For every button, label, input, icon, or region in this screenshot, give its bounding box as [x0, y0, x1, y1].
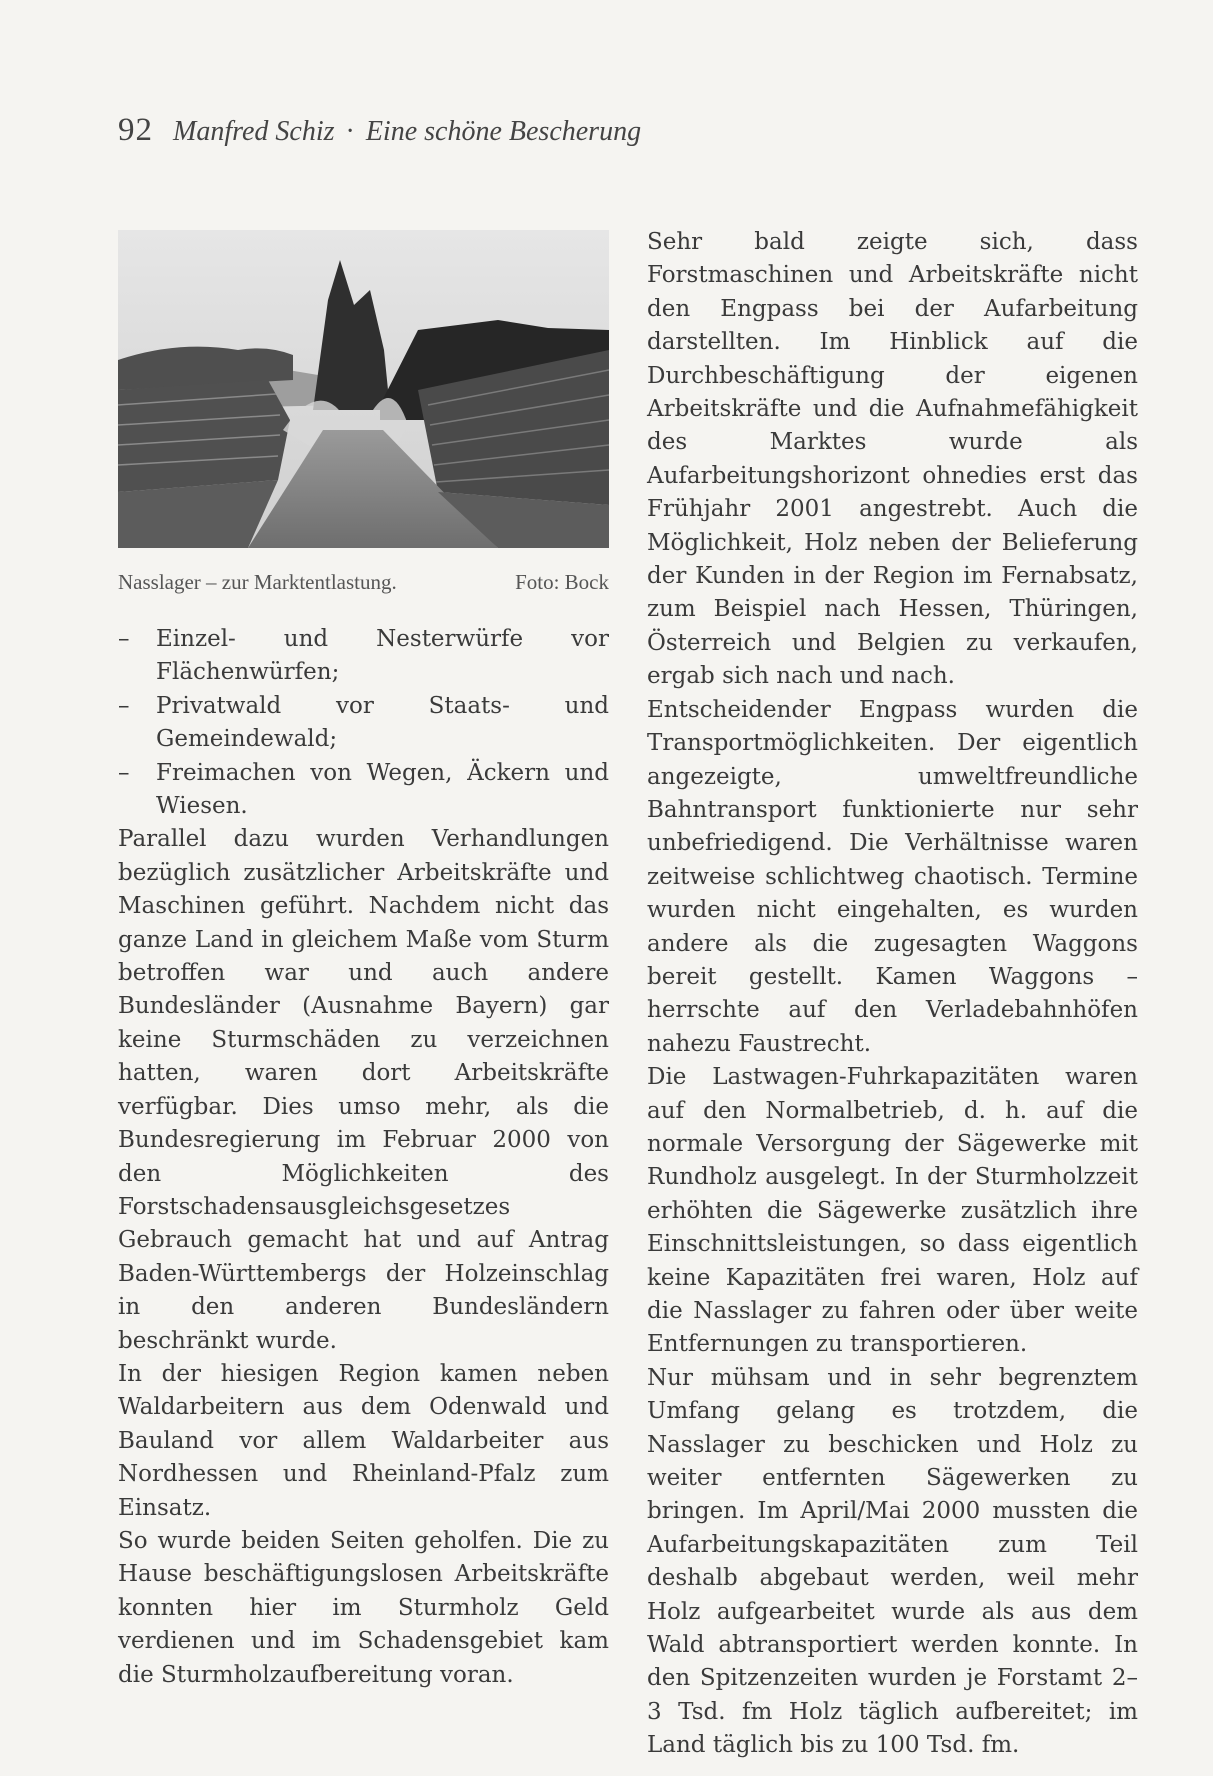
paragraph: Entscheidender Engpass wurden die Transportmöglichkeiten. Der eigentlich angezeigte, umweltfreundliche Bahntransport funktionierte nur sehr unbefriedigend. Die Verhältnisse waren zeitweise schlichtweg chaotisch. Termine wurden nicht eingehalten, es wurden andere als die zugesagten Waggons bereit gestellt. Kamen Waggons – herrschte auf den Verladebahnhöfen nahezu Faustrecht.	[647, 696, 1138, 1057]
list-item: – Freimachen von Wegen, Äckern und Wiesen.	[118, 757, 609, 824]
paragraph: Parallel dazu wurden Verhandlungen bezüglich zusätzlicher Arbeitskräfte und Maschinen geführt. Nachdem nicht das ganze Land in gleichem Maße vom Sturm betroffen war und auch andere Bundesländer (Ausnahme Bayern) gar keine Sturmschäden zu verzeichnen hatten, waren dort Arbeitskräfte verfügbar. Dies umso mehr, als die Bundesregierung im Februar 2000 von den Möglichkeiten des Forstschadensausgleichsgesetzes Gebrauch gemacht hat und auf Antrag Baden-Württembergs der Holzeinschlag in den anderen Bundesländern beschränkt wurde.	[118, 826, 609, 1354]
priority-list	[118, 623, 609, 823]
photo-illustration	[118, 230, 609, 548]
paragraph: So wurde beiden Seiten geholfen. Die zu Hause beschäftigungslosen Arbeitskräfte konnten hier im Sturmholz Geld verdienen und im Schadensgebiet kam die Sturmholzaufbereitung voran.	[118, 1527, 609, 1688]
photo-caption	[118, 570, 609, 595]
author-name: Manfred Schiz	[173, 116, 335, 147]
running-header	[118, 112, 641, 149]
header-separator: ·	[345, 116, 355, 147]
paragraph: In der hiesigen Region kamen neben Waldarbeitern aus dem Odenwald und Bauland vor allem Waldarbeiter aus Nordhessen und Rheinland-Pfalz zum Einsatz.	[118, 1360, 609, 1521]
paragraph: Die Lastwagen-Fuhrkapazitäten waren auf den Normalbetrieb, d. h. auf die normale Versorgung der Sägewerke mit Rundholz ausgelegt. In der Sturmholzzeit erhöhten die Sägewerke zusätzlich ihre Einschnittsleistungen, so dass eigentlich keine Kapazitäten frei waren, Holz auf die Nasslager zu fahren oder über weite Entfernungen zu transportieren.	[647, 1064, 1138, 1358]
dash-bullet: –	[118, 626, 130, 652]
dash-bullet: –	[118, 692, 130, 719]
chapter-title: Eine schöne Bescherung	[365, 116, 642, 147]
paragraph: Nur mühsam und in sehr begrenztem Umfang gelang es trotzdem, die Nasslager zu beschicken und Holz zu weiter entfernten Sägewerken zu bringen. Im April/Mai 2000 mussten die Aufarbeitungskapazitäten zum Teil deshalb abgebaut werden, weil mehr Holz aufgearbeitet wurde als aus dem Wald abtransportiert werden konnte. In den Spitzenzeiten wurden je Forstamt 2–3 Tsd. fm Holz täglich aufbereitet; im Land täglich bis zu 100 Tsd. fm.	[647, 1364, 1138, 1759]
list-item: – Einzel- und Nesterwürfe vor Flächenwürfen;	[118, 623, 609, 690]
left-column	[118, 230, 609, 1692]
photo-wet-storage	[118, 230, 609, 548]
right-column	[647, 226, 1138, 1763]
list-item: – Privatwald vor Staats- und Gemeindewald;	[118, 690, 609, 757]
page-number: 92	[118, 112, 153, 148]
dash-bullet: –	[118, 759, 130, 786]
caption-text: Nasslager – zur Marktentlastung.	[118, 570, 397, 594]
photo-credit: Foto: Bock	[515, 570, 609, 594]
paragraph: Sehr bald zeigte sich, dass Forstmaschinen und Arbeitskräfte nicht den Engpass bei der Aufarbeitung darstellten. Im Hinblick auf die Durchbeschäftigung der eigenen Arbeitskräfte und die Aufnahmefähigkeit des Marktes wurde als Aufarbeitungshorizont ohnedies erst das Frühjahr 2001 angestrebt. Auch die Möglichkeit, Holz neben der Belieferung der Kunden in der Region im Fernabsatz, zum Beispiel nach Hessen, Thüringen, Österreich und Belgien zu verkaufen, ergab sich nach und nach.	[647, 229, 1138, 690]
